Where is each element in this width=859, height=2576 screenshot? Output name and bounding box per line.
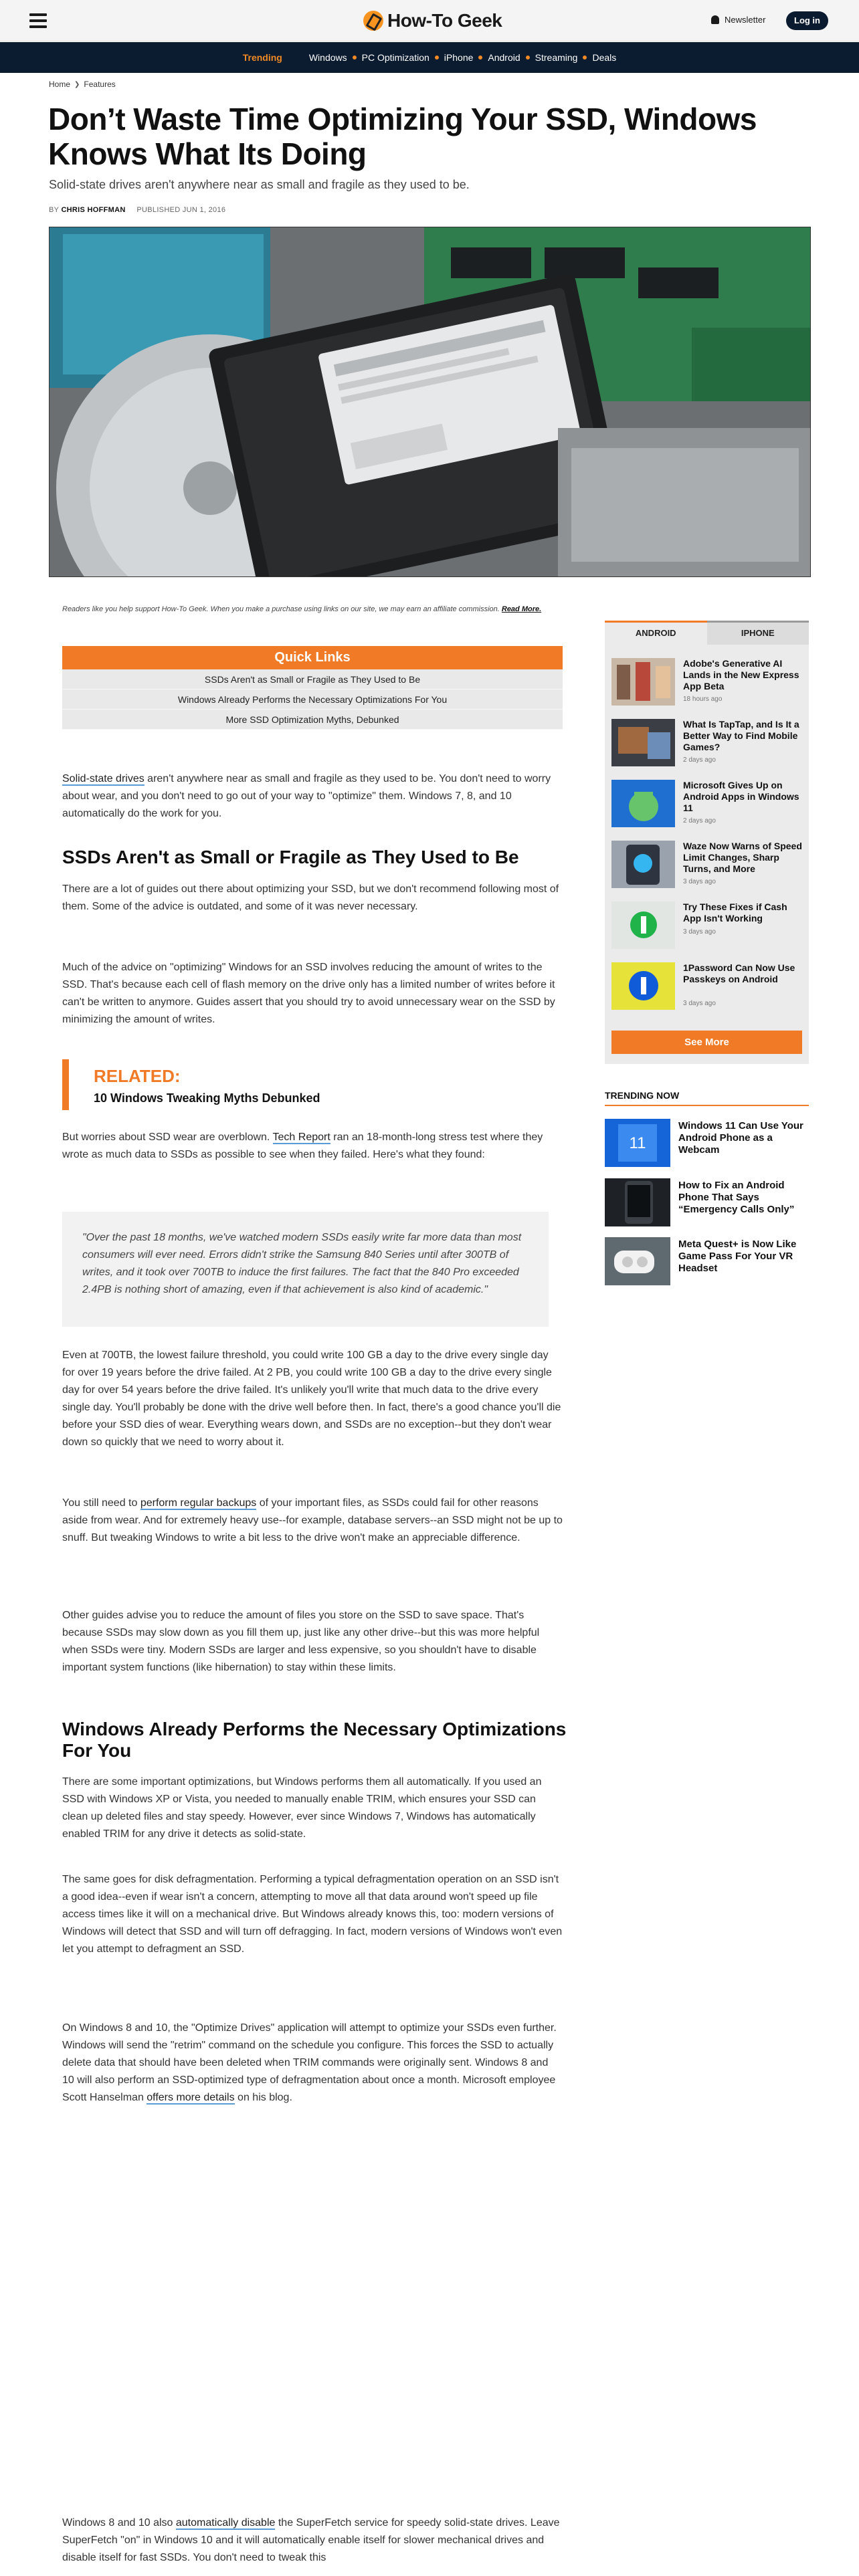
publish-date: PUBLISHED JUN 1, 2016	[136, 206, 226, 214]
related-label: RELATED:	[94, 1066, 181, 1086]
separator-dot	[583, 56, 587, 60]
tab-android[interactable]: ANDROID	[605, 621, 707, 645]
read-more-link[interactable]: Read More.	[501, 605, 542, 613]
paragraph: The same goes for disk defragmentation. Performing a typical defragmentation operation on an SSD isn't a good idea--even if wear isn't a concern, attempting to move all that data around won't speed up file access times like it will on a mechanical drive. But Windows already knows this, too: modern versions of Windows will detect that SSD and will turn off defragging. In fact, modern versions of Windows won't even let you attempt to defragment an SSD.	[62, 1874, 563, 1955]
news-title[interactable]: Adobe's Generative AI Lands in the New Express App Beta	[683, 658, 799, 691]
paragraph-intro	[62, 770, 563, 823]
logo-icon	[363, 11, 383, 31]
author-link[interactable]: CHRIS HOFFMAN	[61, 206, 126, 214]
nav-item-iphone[interactable]: iPhone	[444, 52, 474, 63]
paragraph-text: But worries about SSD wear are overblown.	[62, 1132, 273, 1143]
section-heading: Windows Already Performs the Necessary Optimizations For You	[62, 1719, 567, 1761]
breadcrumb-features[interactable]: Features	[84, 80, 116, 89]
trending-nav	[0, 42, 859, 73]
logo-text: How-To Geek	[387, 10, 502, 31]
news-time: 2 days ago	[683, 817, 716, 825]
trending-title[interactable]: Windows 11 Can Use Your Android Phone as a Webcam	[678, 1120, 803, 1156]
related-callout	[62, 1059, 563, 1110]
article-thumbnail	[611, 841, 675, 888]
newsletter-label: Newsletter	[725, 15, 766, 25]
quick-links-heading: Quick Links	[62, 646, 563, 669]
news-title[interactable]: Microsoft Gives Up on Android Apps in Windows 11	[683, 780, 799, 813]
tech-report-link[interactable]: Tech Report	[272, 1132, 330, 1143]
paragraph	[62, 1495, 563, 1547]
article-thumbnail	[605, 1178, 670, 1226]
paragraph-text: On Windows 8 and 10, the "Optimize Drives" application will attempt to optimize your SSDs even further. Windows will send the "retrim" command on the schedule you configure. This forces the SSD to actually delete data that should have been deleted when TRIM commands were originally sent. Windows 8 and 10 will also perform an SSD-optimized type of defragmentation about once a month. Microsoft employee Scott Hanselman	[62, 2022, 557, 2103]
trending-title[interactable]: How to Fix an Android Phone That Says “Emergency Calls Only”	[678, 1180, 795, 1215]
byline	[49, 206, 225, 214]
related-accent-bar	[62, 1059, 69, 1110]
list-item[interactable]	[611, 658, 802, 714]
quick-link-item[interactable]: Windows Already Performs the Necessary Optimizations For You	[62, 689, 563, 710]
article-thumbnail	[605, 1237, 670, 1285]
paragraph: There are some important optimizations, but Windows performs them all automatically. If you used an SSD with Windows XP or Vista, you needed to manually enable TRIM, which ensures your SSD can clean up deleted files and stay speedy. However, ever since Windows 7, Windows has automatically enabled TRIM for any drive it detects as solid-state.	[62, 1776, 542, 1840]
sidebar-tabs	[605, 621, 809, 645]
nav-item-windows[interactable]: Windows	[308, 52, 347, 63]
login-button[interactable]: Log in	[786, 11, 828, 30]
paragraph-text: aren't anywhere near as small and fragile as they used to be. You don't need to worry about wear, and you don't need to go out of your way to "optimize" them. Windows 7, 8, and 10 automatically do the work for you.	[62, 773, 551, 819]
paragraph-text: of your important files, as SSDs could fail for other reasons aside from wear. And for extremely heavy use--for example, database servers--an SSD might not be up to snuff. But tweaking Windows to write a bit less to the drive won't make an appreciable difference.	[62, 1497, 563, 1543]
separator-dot	[478, 56, 482, 60]
blockquote	[62, 1212, 549, 1327]
nav-item-deals[interactable]: Deals	[592, 52, 617, 63]
breadcrumb	[49, 80, 116, 89]
automatically-disable-link[interactable]: automatically disable	[175, 2517, 276, 2529]
list-item[interactable]	[605, 1178, 809, 1232]
hero-image	[49, 227, 811, 577]
list-item[interactable]	[605, 1237, 809, 1291]
news-title[interactable]: Waze Now Warns of Speed Limit Changes, Sharp Turns, and More	[683, 841, 802, 874]
paragraph: Even at 700TB, the lowest failure threshold, you could write 100 GB a day to the drive every single day for over 19 years before the drive failed. At 2 PB, you could write 100 GB a day to the drive every single day for over 54 years before the drive failed. It's unlikely you'll write that much data to the drive every single day. You'll probably be done with the drive well before then. In fact, there's a good chance you'll die before your SSD dies of wear. Everything wears down, and SSDs are no exception--but they don't wear down so quickly that we need to worry about it.	[62, 1350, 561, 1448]
chevron-right-icon: ❯	[74, 80, 80, 88]
paragraph: Much of the advice on "optimizing" Windows for an SSD involves reducing the amount of writes to the SSD. That's because each cell of flash memory on the drive only has a limited number of writes before it can't be written to anymore. Guides assert that you should try to avoid unnecessary wear on the SSD by minimizing the amount of writes.	[62, 962, 555, 1025]
trending-now-heading: TRENDING NOW	[605, 1090, 809, 1106]
trending-title[interactable]: Meta Quest+ is Now Like Game Pass For Your VR Headset	[678, 1239, 797, 1274]
paragraph: Other guides advise you to reduce the amount of files you store on the SSD to save space. That's because SSDs may slow down as you fill them up, just like any other drive--but this was more helpful when SSDs were tiny. Modern SSDs are larger and less expensive, so you shouldn't have to disable important system functions (like hibernation) to stay within these limits.	[62, 1610, 540, 1673]
article-thumbnail	[611, 901, 675, 949]
list-item[interactable]	[611, 719, 802, 775]
paragraph-text: ran an 18-month-long stress test where they wrote as much data to SSDs as possible to see when they failed. Here's what they found:	[62, 1132, 543, 1160]
quick-links-box	[62, 646, 563, 730]
article-thumbnail	[611, 658, 675, 706]
paragraph-text: Windows 8 and 10 also	[62, 2517, 176, 2529]
list-item[interactable]	[611, 780, 802, 836]
paragraph	[62, 2020, 563, 2107]
offers-more-details-link[interactable]: offers more details	[147, 2092, 235, 2103]
newsletter-link[interactable]	[711, 15, 765, 25]
breadcrumb-home[interactable]: Home	[49, 80, 71, 89]
page-title: Don’t Waste Time Optimizing Your SSD, Windows Knows What Its Doing	[48, 102, 757, 171]
solid-state-drives-link[interactable]: Solid-state drives	[62, 773, 145, 784]
bell-icon	[711, 15, 719, 24]
sidebar-news-card	[605, 621, 809, 1064]
hamburger-menu-icon[interactable]	[29, 13, 47, 28]
paragraph	[62, 2514, 563, 2567]
list-item[interactable]	[611, 841, 802, 897]
news-title[interactable]: Try These Fixes if Cash App Isn't Working	[683, 901, 787, 924]
section-heading: SSDs Aren't as Small or Fragile as They Used to Be	[62, 847, 519, 867]
news-time: 2 days ago	[683, 756, 716, 764]
disclaimer-text: Readers like you help support How-To Geek. When you make a purchase using links on our site, we may earn an affiliate commission.	[62, 605, 500, 613]
backups-link[interactable]: perform regular backups	[140, 1497, 257, 1509]
paragraph-text: on his blog.	[234, 2092, 292, 2103]
nav-item-streaming[interactable]: Streaming	[535, 52, 578, 63]
news-title[interactable]: What Is TapTap, and Is It a Better Way to Find Mobile Games?	[683, 719, 799, 752]
nav-item-android[interactable]: Android	[488, 52, 520, 63]
paragraph	[62, 1129, 563, 1164]
article-thumbnail	[605, 1119, 670, 1167]
paragraph-text: You still need to	[62, 1497, 140, 1509]
separator-dot	[435, 56, 439, 60]
article-thumbnail	[611, 962, 675, 1010]
nav-item-pc-optimization[interactable]: PC Optimization	[361, 52, 430, 63]
by-label: BY	[49, 206, 60, 214]
news-time: 18 hours ago	[683, 695, 723, 703]
separator-dot	[526, 56, 530, 60]
ssd-hardware-illustration	[50, 227, 811, 577]
news-time: 3 days ago	[683, 878, 716, 885]
svg-text:11: 11	[629, 1134, 646, 1152]
article-subtitle: Solid-state drives aren't anywhere near as small and fragile as they used to be.	[49, 178, 470, 191]
related-article-link[interactable]: 10 Windows Tweaking Myths Debunked	[94, 1091, 320, 1105]
article-thumbnail	[611, 719, 675, 766]
news-time: 3 days ago	[683, 928, 716, 936]
list-item[interactable]	[611, 901, 802, 958]
news-title[interactable]: 1Password Can Now Use Passkeys on Android	[683, 962, 795, 984]
site-logo[interactable]	[363, 8, 502, 33]
news-time: 3 days ago	[683, 1000, 716, 1007]
trending-label: Trending	[242, 52, 282, 63]
list-item[interactable]	[611, 962, 802, 1018]
paragraph: There are a lot of guides out there about optimizing your SSD, but we don't recommend following most of them. Some of the advice is outdated, and some of it was never necessary.	[62, 883, 559, 912]
affiliate-disclaimer	[62, 605, 571, 615]
list-item[interactable]	[605, 1119, 809, 1172]
tab-iphone[interactable]: IPHONE	[707, 621, 809, 645]
quote-text: "Over the past 18 months, we've watched modern SSDs easily write far more data than most consumers will ever need. Errors didn't strike the Samsung 840 Series until after 300TB of writes, and it took over 700TB to induce the first failures. The fact that the 840 Pro exceeded 2.4PB is nothing short of amazing, even if that achievement is also kind of academic."	[82, 1232, 522, 1295]
paragraph-text: the SuperFetch service for speedy solid-state drives. Leave SuperFetch "on" in Windows 10 and it will automatically enable itself for slower mechanical drives and disable itself for fast SSDs. You don't need to tweak this	[62, 2517, 560, 2563]
separator-dot	[353, 56, 357, 60]
quick-link-item[interactable]: SSDs Aren't as Small or Fragile as They Used to Be	[62, 669, 563, 689]
see-more-button[interactable]: See More	[611, 1031, 802, 1054]
top-header	[0, 0, 859, 41]
quick-link-item[interactable]: More SSD Optimization Myths, Debunked	[62, 710, 563, 730]
article-thumbnail	[611, 780, 675, 827]
